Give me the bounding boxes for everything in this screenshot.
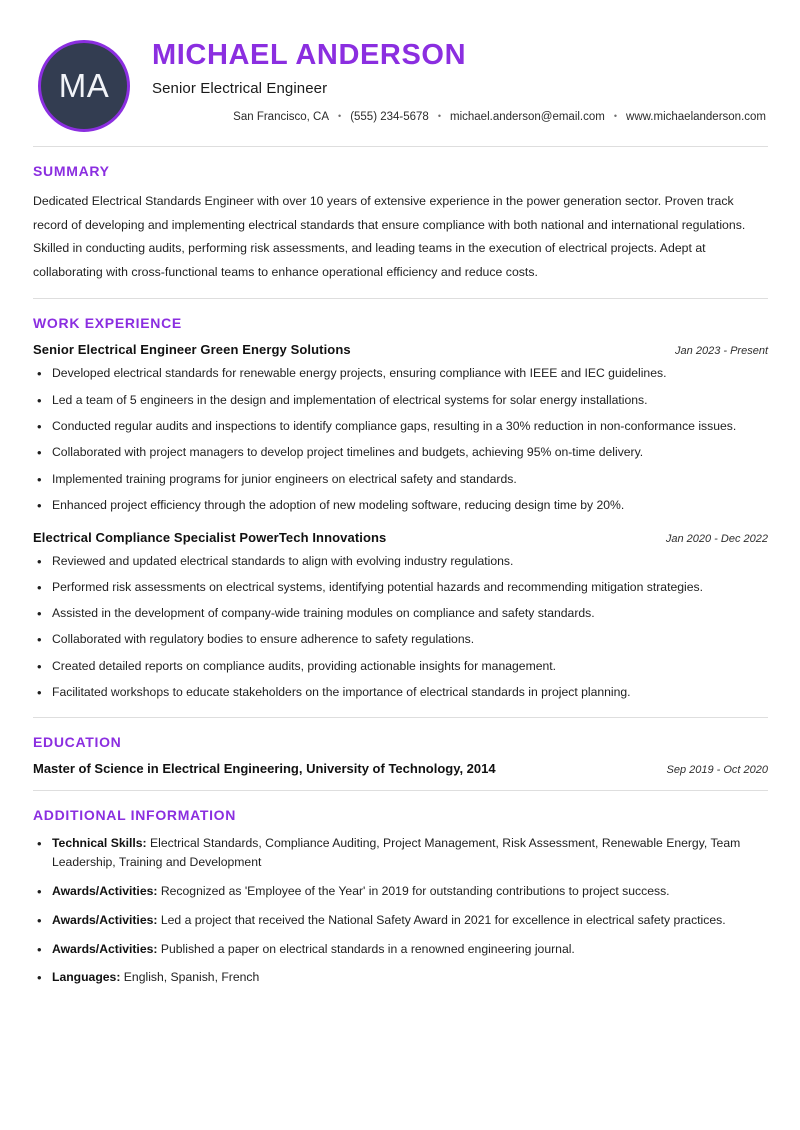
list-item: • Collaborated with project managers to develop project timelines and budgets, achieving 95% on-time delivery. — [33, 443, 768, 463]
contact-separator-icon: • — [437, 111, 441, 122]
education-date: Sep 2019 - Oct 2020 — [666, 763, 768, 776]
divider-work-experience — [33, 717, 768, 718]
avatar-initials: MA — [58, 67, 110, 104]
list-item: • Conducted regular audits and inspections to identify compliance gaps, resulting in a 30% reduction in non-conformance issues. — [33, 417, 768, 437]
section-additional-information — [0, 807, 800, 989]
info-label: Languages: — [52, 970, 121, 985]
contact-location: San Francisco, CA — [233, 110, 330, 123]
info-value: Published a paper on electrical standards in a renowned engineering journal. — [160, 941, 575, 956]
info-label: Technical Skills: — [52, 835, 147, 850]
list-item — [33, 882, 768, 902]
contact-website[interactable]: www.michaelanderson.com — [626, 110, 766, 123]
list-item — [33, 940, 768, 960]
section-title-summary: SUMMARY — [33, 163, 110, 179]
section-education — [0, 734, 800, 776]
list-item — [33, 968, 768, 988]
experience-heading: Electrical Compliance Specialist PowerTech Innovations — [33, 529, 387, 545]
section-title-additional-information: ADDITIONAL INFORMATION — [33, 806, 237, 823]
info-value: Recognized as 'Employee of the Year' in 2019 for outstanding contributions to project success. — [160, 884, 670, 899]
header-text-block — [130, 38, 768, 123]
divider-education — [33, 790, 768, 791]
list-item: • Created detailed reports on compliance audits, providing actionable insights for management. — [33, 657, 768, 677]
page-title: MICHAEL ANDERSON — [152, 39, 467, 71]
list-item: • Performed risk assessments on electrical systems, identifying potential hazards and recommending mitigation strategies. — [33, 578, 768, 598]
contact-separator-icon: • — [338, 111, 342, 122]
info-label: Awards/Activities: — [52, 941, 158, 956]
experience-entry-header — [33, 342, 768, 357]
info-value: English, Spanish, French — [123, 970, 260, 985]
experience-entry — [33, 530, 768, 703]
experience-date: Jan 2023 - Present — [675, 345, 768, 358]
info-value: Led a project that received the National Safety Award in 2021 for excellence in electrical safety practices. — [160, 912, 726, 927]
summary-text: Dedicated Electrical Standards Engineer with over 10 years of extensive experience in the power generation sector. Proven track record of developing and implementing electrical standards that ensure compliance with both national and international regulations. Skilled in conducting audits, performing risk assessments, and leading teams in the execution of electrical projects. Adept at collaborating with cross-functional teams to enhance operational efficiency and reduce costs. — [33, 194, 746, 279]
experience-entry-header — [33, 530, 768, 545]
contact-email[interactable]: michael.anderson@email.com — [450, 110, 605, 123]
section-work-experience — [0, 315, 800, 702]
experience-date: Jan 2020 - Dec 2022 — [665, 532, 768, 545]
info-label: Awards/Activities: — [52, 884, 158, 899]
list-item: • Facilitated workshops to educate stakeholders on the importance of electrical standards in project planning. — [33, 683, 768, 703]
list-item — [33, 911, 768, 931]
divider-header — [33, 146, 768, 147]
additional-information-list — [33, 834, 768, 989]
education-entry — [33, 761, 768, 776]
list-item: • Reviewed and updated electrical standards to align with evolving industry regulations. — [33, 552, 768, 572]
info-value: Electrical Standards, Compliance Auditing, Project Management, Risk Assessment, Renewable Energy, Team Leadership, Training and Development — [52, 835, 741, 870]
experience-bullets — [33, 364, 768, 515]
list-item: • Enhanced project efficiency through the adoption of new modeling software, reducing design time by 20%. — [33, 496, 768, 516]
contact-row — [152, 111, 768, 123]
header-job-title: Senior Electrical Engineer — [152, 79, 328, 97]
resume-header — [0, 0, 800, 132]
list-item — [33, 834, 768, 874]
info-label: Awards/Activities: — [52, 912, 158, 927]
list-item: • Led a team of 5 engineers in the design and implementation of electrical systems for solar energy installations. — [33, 391, 768, 411]
education-degree: Master of Science in Electrical Engineering, University of Technology, 2014 — [33, 760, 496, 776]
list-item: • Collaborated with regulatory bodies to ensure adherence to safety regulations. — [33, 630, 768, 650]
experience-entry — [33, 342, 768, 515]
section-title-work-experience: WORK EXPERIENCE — [33, 315, 182, 332]
contact-phone[interactable]: (555) 234-5678 — [350, 110, 429, 123]
divider-summary — [33, 298, 768, 299]
experience-heading: Senior Electrical Engineer Green Energy Solutions — [33, 342, 351, 358]
section-summary — [0, 163, 800, 284]
list-item: • Developed electrical standards for renewable energy projects, ensuring compliance with IEEE and IEC guidelines. — [33, 364, 768, 384]
avatar — [38, 40, 130, 132]
section-title-education: EDUCATION — [33, 733, 122, 750]
contact-separator-icon: • — [613, 111, 618, 122]
list-item: • Implemented training programs for junior engineers on electrical safety and standards. — [33, 470, 768, 490]
list-item: • Assisted in the development of company-wide training modules on compliance and safety standards. — [33, 604, 768, 624]
experience-bullets — [33, 552, 768, 703]
